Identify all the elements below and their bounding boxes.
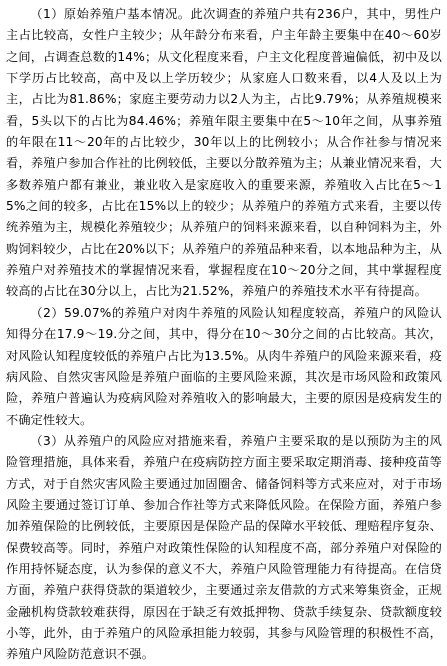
paragraph-2: （2）59.07%的养殖户对肉牛养殖的风险认知程度较高，养殖户的风险认知得分在17.9～19.分之间，其中，得分在10～30分之间的占比较高。其次，对风险认知程度较低的养殖户占比为13.5%。从肉牛养殖户的风险来源来看，疫病风险、自然灾害风险是养殖户面临的主要风险来源，其次是市场风险和政策风险，养殖户普遍认为疫病风险对养殖收入的影响最大，主要的原因是疫病发生的不确定性较大。 <box>6 305 442 427</box>
paragraph-3: （3）从养殖户的风险应对措施来看，养殖户主要采取的是以预防为主的风险管理措施，具体来看，养殖户在疫病防控方面主要采取定期消毒、接种疫苗等方式，对于自然灾害风险主要通过加固圈舍、储备饲料等方式来应对，对于市场风险主要通过签订订单、参加合作社等方式来降低风险。在保险方面，养殖户参加养殖保险的比例较低，主要原因是保险产品的保障水平较低、理赔程序复杂、保费较高等。同时，养殖户对政策性保险的认知程度不高，部分养殖户对保险的作用持怀疑态度，认为参保的意义不大，养殖户风险管理能力有待提高。在信贷方面，养殖户获得贷款的渠道较少，主要通过亲友借款的方式来筹集资金，正规金融机构贷款较难获得，原因在于缺乏有效抵押物、贷款手续复杂、贷款额度较小等，此外，由于养殖户的风险承担能力较弱，其参与风险管理的积极性不高，养殖户风险防范意识不强。 <box>6 433 442 662</box>
paragraph-1: （1）原始养殖户基本情况。此次调查的养殖户共有236户，其中，男性户主占比较高，女性户主较少；从年龄分布来看，户主年龄主要集中在40～60岁之间，占调查总数的14%；从文化程度来看，户主文化程度普遍偏低，初中及以下学历占比较高，高中及以上学历较少；从家庭人口数来看，以4人及以上为主，占比为81.86%；家庭主要劳动力以2人为主，占比9.79%；从养殖规模来看，5头以下的占比为84.46%；养殖年限主要集中在5～10年之间，从事养殖的年限在11～20年的占比较少，30年以上的比例较小；从合作社参与情况来看，养殖户参加合作社的比例较低，主要以分散养殖为主；从兼业情况来看，大多数养殖户都有兼业，兼业收入是家庭收入的重要来源，养殖收入占比在5～15%之间的较多，占比在15%以上的较少；从养殖户的养殖方式来看，主要以传统养殖为主，规模化养殖较少；从养殖户的饲料来源来看，以自种饲料为主，外购饲料较少，占比在20%以下；从养殖户的养殖品种来看，以本地品种为主，从养殖户对养殖技术的掌握情况来看，掌握程度在10～20分之间，其中掌握程度较高的占比在30分以上，占比为21.52%，养殖户的养殖技术水平有待提高。 <box>6 7 442 299</box>
